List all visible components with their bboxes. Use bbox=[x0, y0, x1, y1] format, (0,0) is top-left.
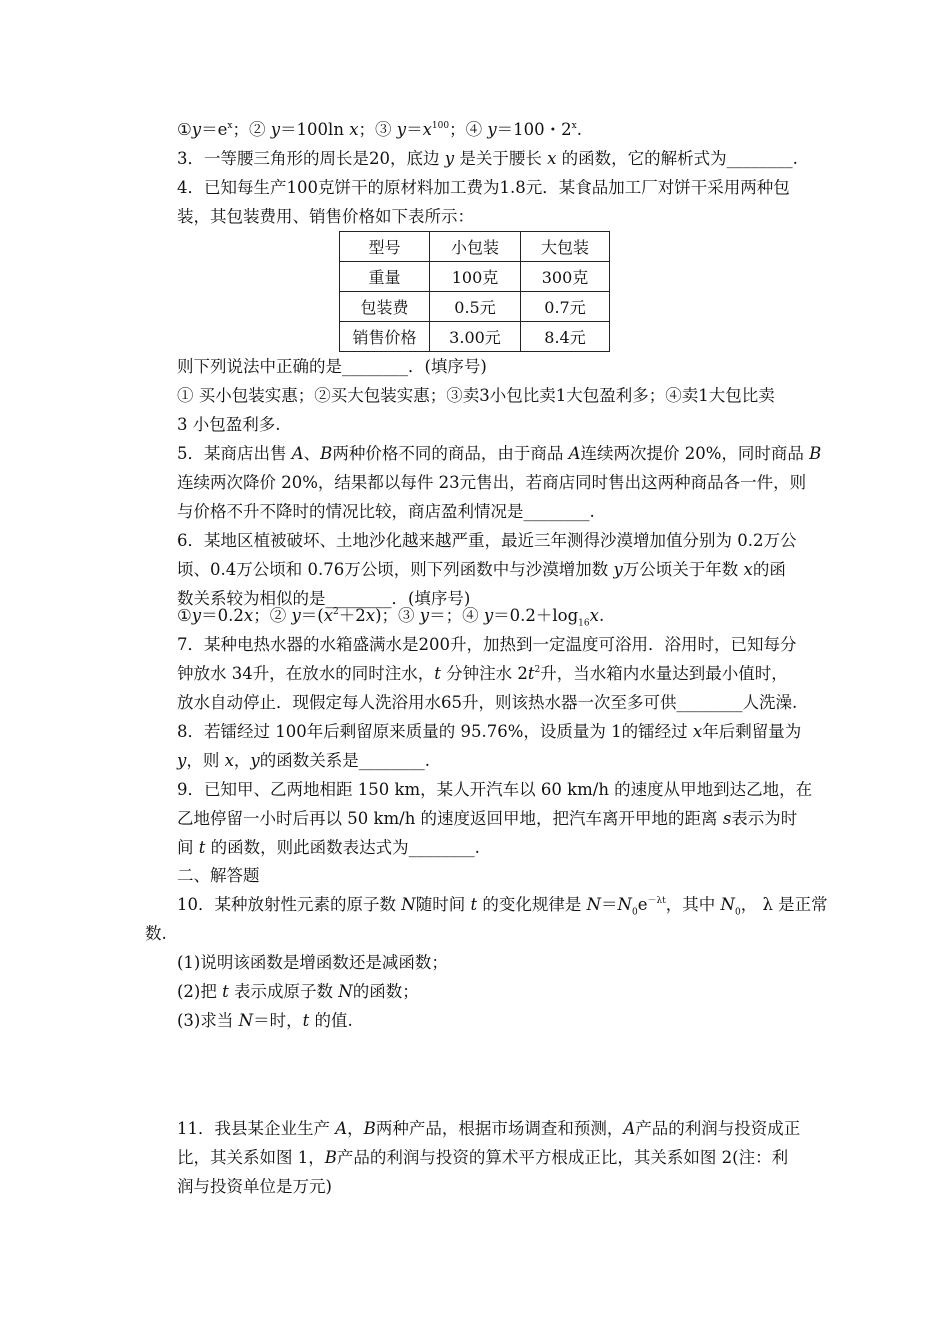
text: 随时间 bbox=[415, 895, 471, 914]
text: )；③ bbox=[375, 606, 420, 625]
var: y bbox=[177, 751, 187, 770]
text: ＝100ln bbox=[280, 120, 350, 139]
question-10-line-2: 数. bbox=[145, 924, 167, 943]
var: y bbox=[191, 606, 202, 625]
superscript: 100 bbox=[431, 120, 450, 131]
table-cell: 包装费 bbox=[340, 292, 430, 322]
table-cell: 销售价格 bbox=[340, 322, 430, 352]
section-heading: 二、解答题 bbox=[177, 866, 260, 885]
var: N bbox=[238, 1011, 254, 1030]
table-cell: 0.5元 bbox=[430, 292, 521, 322]
var: y bbox=[419, 606, 430, 625]
text: 两种产品，根据市场调查和预测， bbox=[375, 1119, 624, 1138]
text: 万公顷关于年数 bbox=[622, 560, 744, 579]
question-4-line-3: 则下列说法中正确的是________．(填序号) bbox=[177, 357, 487, 376]
text: 10．某种放射性元素的原子数 bbox=[177, 895, 402, 914]
table-header-cell: 型号 bbox=[340, 232, 430, 262]
text: ， λ 是正常 bbox=[740, 895, 828, 914]
superscript: 2 bbox=[534, 664, 541, 675]
text: 年后剩留量为 bbox=[702, 722, 802, 741]
question-8-line-2 bbox=[177, 749, 430, 773]
text: ＝0.2＋log bbox=[493, 606, 579, 625]
text: ＝100・2 bbox=[496, 120, 572, 139]
superscript: x bbox=[571, 120, 577, 131]
var: t bbox=[198, 838, 206, 857]
question-6-line-3: 数关系较为相似的是________．(填序号) bbox=[177, 589, 471, 608]
table-cell: 300克 bbox=[521, 262, 610, 292]
table-cell: 8.4元 bbox=[521, 322, 610, 352]
text: 、 bbox=[303, 444, 321, 463]
question-5-line-1 bbox=[177, 442, 821, 466]
text: e bbox=[637, 895, 648, 914]
question-4-line-2: 装，其包装费用、销售价格如下表所示： bbox=[177, 207, 474, 226]
var: N bbox=[338, 982, 353, 1001]
var: x bbox=[243, 606, 254, 625]
question-7-line-3: 放水自动停止．现假定每人洗浴用水65升，则该热水器一次至多可供________人洗澡. bbox=[177, 693, 798, 712]
text: 间 bbox=[177, 838, 199, 857]
text: 的函数，它的解析式为________. bbox=[556, 149, 798, 168]
question-9-line-2 bbox=[177, 807, 797, 831]
var: y bbox=[613, 560, 623, 579]
question-4-line-1: 4．已知每生产100克饼干的原材料加工费为1.8元．某食品加工厂对饼干采用两种包 bbox=[177, 178, 790, 197]
text: ＝e bbox=[201, 120, 228, 139]
subscript: 0 bbox=[631, 907, 638, 918]
var: B bbox=[363, 1119, 376, 1138]
text: 表示成原子数 bbox=[228, 982, 339, 1001]
question-4-options-2: 3 小包盈利多. bbox=[177, 415, 281, 434]
question-10-line-1 bbox=[177, 893, 828, 917]
text: ；③ bbox=[358, 120, 397, 139]
table-row bbox=[340, 292, 610, 322]
text: 的变化规律是 bbox=[477, 895, 587, 914]
question-5-line-2: 连续两次降价 20%，结果都以每件 23元售出，若商店同时售出这两种商品各一件，则 bbox=[177, 473, 807, 492]
text: 顷、0.4万公顷和 0.76万公顷，则下列函数中与沙漠增加数 bbox=[177, 560, 614, 579]
var: B bbox=[320, 444, 333, 463]
var: x bbox=[743, 560, 753, 579]
text: 表示为时 bbox=[731, 809, 798, 828]
text: ＝ bbox=[406, 120, 423, 139]
question-8-line-1 bbox=[177, 720, 801, 744]
var: y bbox=[444, 149, 455, 168]
text: 比，其关系如图 1， bbox=[177, 1148, 325, 1167]
var: A bbox=[291, 444, 304, 463]
var: B bbox=[809, 444, 822, 463]
text: 11．我县某企业生产 bbox=[177, 1119, 336, 1138]
var: x bbox=[224, 751, 234, 770]
text: 升，当水箱内水量达到最小值时， bbox=[540, 664, 788, 683]
text: ，则 bbox=[186, 751, 225, 770]
var: x bbox=[589, 606, 599, 625]
var: N bbox=[617, 895, 632, 914]
text: . bbox=[598, 606, 605, 625]
question-6-line-1: 6．某地区植被破坏、土地沙化越来越严重，最近三年测得沙漠增加值分别为 0.2万公 bbox=[177, 531, 797, 550]
var: A bbox=[568, 444, 581, 463]
var: x bbox=[349, 120, 359, 139]
text: 产品的利润与投资成正 bbox=[635, 1119, 801, 1138]
text: ， bbox=[347, 1119, 364, 1138]
question-10-part-3 bbox=[177, 1009, 353, 1033]
var: B bbox=[324, 1148, 337, 1167]
text: ＝ bbox=[601, 895, 618, 914]
question-7-line-1: 7．某种电热水器的水箱盛满水是200升，加热到一定温度可浴用．浴用时，已知每分 bbox=[177, 635, 797, 654]
var: N bbox=[720, 895, 735, 914]
text: ， bbox=[233, 751, 251, 770]
var: A bbox=[623, 1119, 636, 1138]
text: ＝；④ bbox=[429, 606, 484, 625]
var: y bbox=[291, 606, 301, 625]
var: y bbox=[191, 120, 202, 139]
text: 的值. bbox=[309, 1011, 353, 1030]
text: ＝( bbox=[300, 606, 324, 625]
var: s bbox=[722, 809, 732, 828]
question-11-line-1 bbox=[177, 1117, 800, 1141]
var: x bbox=[323, 606, 334, 625]
options-line-q2 bbox=[177, 118, 582, 142]
table-row bbox=[340, 262, 610, 292]
var: t bbox=[302, 1011, 310, 1030]
var: N bbox=[586, 895, 602, 914]
question-3 bbox=[177, 147, 798, 171]
text: ；② bbox=[232, 120, 271, 139]
text: 5．某商店出售 bbox=[177, 444, 292, 463]
question-7-line-2 bbox=[177, 662, 788, 686]
table-header-cell: 小包装 bbox=[430, 232, 521, 262]
table-cell: 100克 bbox=[430, 262, 521, 292]
text: (3)求当 bbox=[177, 1011, 239, 1030]
table-row bbox=[340, 322, 610, 352]
var: t bbox=[222, 982, 229, 1001]
text: ；② bbox=[253, 606, 292, 625]
text: 的函 bbox=[752, 560, 786, 579]
question-9-line-3 bbox=[177, 836, 480, 860]
text: 的函数，则此函数表达式为________. bbox=[205, 838, 480, 857]
question-4-options-1: ① 买小包装实惠；②买大包装实惠；③卖3小包比卖1大包盈利多；④卖1大包比卖 bbox=[177, 386, 775, 405]
var: N bbox=[401, 895, 416, 914]
question-5-line-3: 与价格不升不降时的情况比较，商店盈利情况是________. bbox=[177, 502, 595, 521]
subscript: 0 bbox=[734, 907, 741, 918]
var: y bbox=[250, 751, 260, 770]
text: ；④ bbox=[449, 120, 488, 139]
text: ＝0.2 bbox=[201, 606, 244, 625]
text: 两种价格不同的商品，由于商品 bbox=[332, 444, 569, 463]
text: . bbox=[576, 120, 582, 139]
table-cell: 重量 bbox=[340, 262, 430, 292]
text: (2)把 bbox=[177, 982, 223, 1001]
text: 8．若镭经过 100年后剩留原来质量的 95.76%，设质量为 1的镭经过 bbox=[177, 722, 693, 741]
table-header-cell: 大包装 bbox=[521, 232, 610, 262]
var: x bbox=[692, 722, 703, 741]
var: x bbox=[365, 606, 376, 625]
table-cell: 3.00元 bbox=[430, 322, 521, 352]
packaging-table bbox=[339, 231, 610, 352]
var: t bbox=[470, 895, 478, 914]
question-6-options bbox=[177, 604, 604, 628]
var: y bbox=[483, 606, 494, 625]
text: 的函数关系是________. bbox=[259, 751, 430, 770]
text: 连续两次提价 20%，同时商品 bbox=[580, 444, 810, 463]
superscript: x bbox=[227, 120, 233, 131]
text: 分钟注水 2 bbox=[440, 664, 528, 683]
text: 钟放水 34升，在放水的同时注水， bbox=[177, 664, 435, 683]
question-11-line-3: 润与投资单位是万元) bbox=[177, 1177, 332, 1196]
text: ① bbox=[177, 120, 192, 139]
table-row bbox=[340, 232, 610, 262]
question-10-part-2 bbox=[177, 980, 419, 1004]
var: t bbox=[434, 664, 441, 683]
text: ① bbox=[177, 606, 192, 625]
text: 的函数； bbox=[352, 982, 419, 1001]
var: A bbox=[335, 1119, 348, 1138]
text: ，其中 bbox=[665, 895, 721, 914]
text: 产品的利润与投资的算术平方根成正比，其关系如图 2(注：利 bbox=[336, 1148, 789, 1167]
text: ＋2 bbox=[338, 606, 366, 625]
question-10-part-1: (1)说明该函数是增函数还是减函数； bbox=[177, 953, 448, 972]
var: x bbox=[422, 120, 432, 139]
var: y bbox=[396, 120, 407, 139]
superscript: －λt bbox=[647, 895, 666, 906]
var: y bbox=[270, 120, 281, 139]
var: t bbox=[527, 664, 535, 683]
text: ＝时， bbox=[253, 1011, 303, 1030]
question-6-line-2 bbox=[177, 558, 786, 582]
text: 乙地停留一小时后再以 50 km/h 的速度返回甲地，把汽车离开甲地的距离 bbox=[177, 809, 723, 828]
question-9-line-1: 9．已知甲、乙两地相距 150 km，某人开汽车以 60 km/h 的速度从甲地到达乙地，在 bbox=[177, 780, 813, 799]
text: 3．一等腰三角形的周长是20，底边 bbox=[177, 149, 445, 168]
subscript: 16 bbox=[578, 618, 590, 629]
superscript: 2 bbox=[333, 606, 339, 617]
var: y bbox=[487, 120, 497, 139]
table-cell: 0.7元 bbox=[521, 292, 610, 322]
question-11-line-2 bbox=[177, 1146, 788, 1170]
text: 是关于腰长 bbox=[454, 149, 548, 168]
var: x bbox=[547, 149, 557, 168]
